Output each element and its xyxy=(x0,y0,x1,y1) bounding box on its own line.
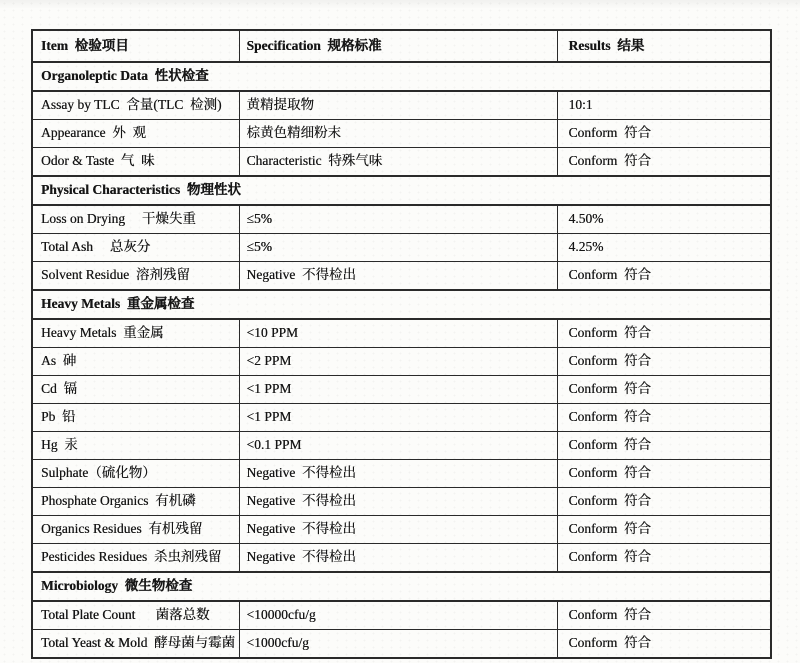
table-row xyxy=(32,488,771,516)
spec-cell: 棕黄色精细粉末 xyxy=(239,120,557,148)
item-cell: Pb 铅 xyxy=(32,404,239,432)
item-cell: Sulphate（硫化物） xyxy=(32,460,239,488)
column-header-results: Results 结果 xyxy=(557,30,771,62)
spec-cell: Negative 不得检出 xyxy=(239,516,557,544)
spec-cell: <2 PPM xyxy=(239,348,557,376)
table-row xyxy=(32,319,771,348)
spec-cell: Negative 不得检出 xyxy=(239,488,557,516)
section-title: Microbiology 微生物检查 xyxy=(32,572,771,601)
table-row xyxy=(32,404,771,432)
spec-cell: Characteristic 特殊气味 xyxy=(239,148,557,177)
specification-table xyxy=(31,29,772,659)
section-header-row xyxy=(32,176,771,205)
spec-cell: <1 PPM xyxy=(239,376,557,404)
item-cell: As 砷 xyxy=(32,348,239,376)
result-cell: Conform 符合 xyxy=(557,460,771,488)
result-cell: Conform 符合 xyxy=(557,516,771,544)
section-header-row xyxy=(32,62,771,91)
result-cell: Conform 符合 xyxy=(557,120,771,148)
column-header-item: Item 检验项目 xyxy=(32,30,239,62)
item-cell: Phosphate Organics 有机磷 xyxy=(32,488,239,516)
item-cell: Odor & Taste 气 味 xyxy=(32,148,239,177)
item-cell: Cd 镉 xyxy=(32,376,239,404)
result-cell: Conform 符合 xyxy=(557,148,771,177)
item-cell: Total Ash 总灰分 xyxy=(32,234,239,262)
spec-cell: <10000cfu/g xyxy=(239,601,557,630)
spec-cell: ≤5% xyxy=(239,234,557,262)
item-cell: Solvent Residue 溶剂残留 xyxy=(32,262,239,291)
table-row xyxy=(32,91,771,120)
table-row xyxy=(32,544,771,573)
result-cell: Conform 符合 xyxy=(557,544,771,573)
table-header-row xyxy=(32,30,771,62)
spec-cell: Negative 不得检出 xyxy=(239,262,557,291)
table-row xyxy=(32,234,771,262)
item-cell: Total Plate Count 菌落总数 xyxy=(32,601,239,630)
result-cell: Conform 符合 xyxy=(557,404,771,432)
spec-cell: <1000cfu/g xyxy=(239,630,557,659)
result-cell: Conform 符合 xyxy=(557,601,771,630)
spec-cell: <0.1 PPM xyxy=(239,432,557,460)
spec-cell: ≤5% xyxy=(239,205,557,234)
item-cell: Hg 汞 xyxy=(32,432,239,460)
column-header-specification: Specification 规格标准 xyxy=(239,30,557,62)
result-cell: Conform 符合 xyxy=(557,262,771,291)
result-cell: 10:1 xyxy=(557,91,771,120)
table-row xyxy=(32,262,771,291)
item-cell: Heavy Metals 重金属 xyxy=(32,319,239,348)
section-title: Physical Characteristics 物理性状 xyxy=(32,176,771,205)
item-cell: Loss on Drying 干燥失重 xyxy=(32,205,239,234)
table-row xyxy=(32,432,771,460)
table-row xyxy=(32,460,771,488)
table-body xyxy=(32,62,771,658)
section-title: Heavy Metals 重金属检查 xyxy=(32,290,771,319)
item-cell: Organics Residues 有机残留 xyxy=(32,516,239,544)
result-cell: Conform 符合 xyxy=(557,319,771,348)
table-row xyxy=(32,120,771,148)
table-row xyxy=(32,348,771,376)
section-header-row xyxy=(32,572,771,601)
spec-cell: <10 PPM xyxy=(239,319,557,348)
spec-cell: <1 PPM xyxy=(239,404,557,432)
spec-cell: Negative 不得检出 xyxy=(239,544,557,573)
result-cell: 4.50% xyxy=(557,205,771,234)
section-header-row xyxy=(32,290,771,319)
table-row xyxy=(32,205,771,234)
result-cell: 4.25% xyxy=(557,234,771,262)
result-cell: Conform 符合 xyxy=(557,348,771,376)
item-cell: Total Yeast & Mold 酵母菌与霉菌 xyxy=(32,630,239,659)
result-cell: Conform 符合 xyxy=(557,630,771,659)
item-cell: Appearance 外 观 xyxy=(32,120,239,148)
result-cell: Conform 符合 xyxy=(557,432,771,460)
section-title: Organoleptic Data 性状检查 xyxy=(32,62,771,91)
table-row xyxy=(32,516,771,544)
table-row xyxy=(32,148,771,177)
table-row xyxy=(32,376,771,404)
item-cell: Pesticides Residues 杀虫剂残留 xyxy=(32,544,239,573)
item-cell: Assay by TLC 含量(TLC 检测) xyxy=(32,91,239,120)
spec-cell: Negative 不得检出 xyxy=(239,460,557,488)
result-cell: Conform 符合 xyxy=(557,488,771,516)
result-cell: Conform 符合 xyxy=(557,376,771,404)
table-row xyxy=(32,630,771,659)
table-row xyxy=(32,601,771,630)
spec-cell: 黄精提取物 xyxy=(239,91,557,120)
